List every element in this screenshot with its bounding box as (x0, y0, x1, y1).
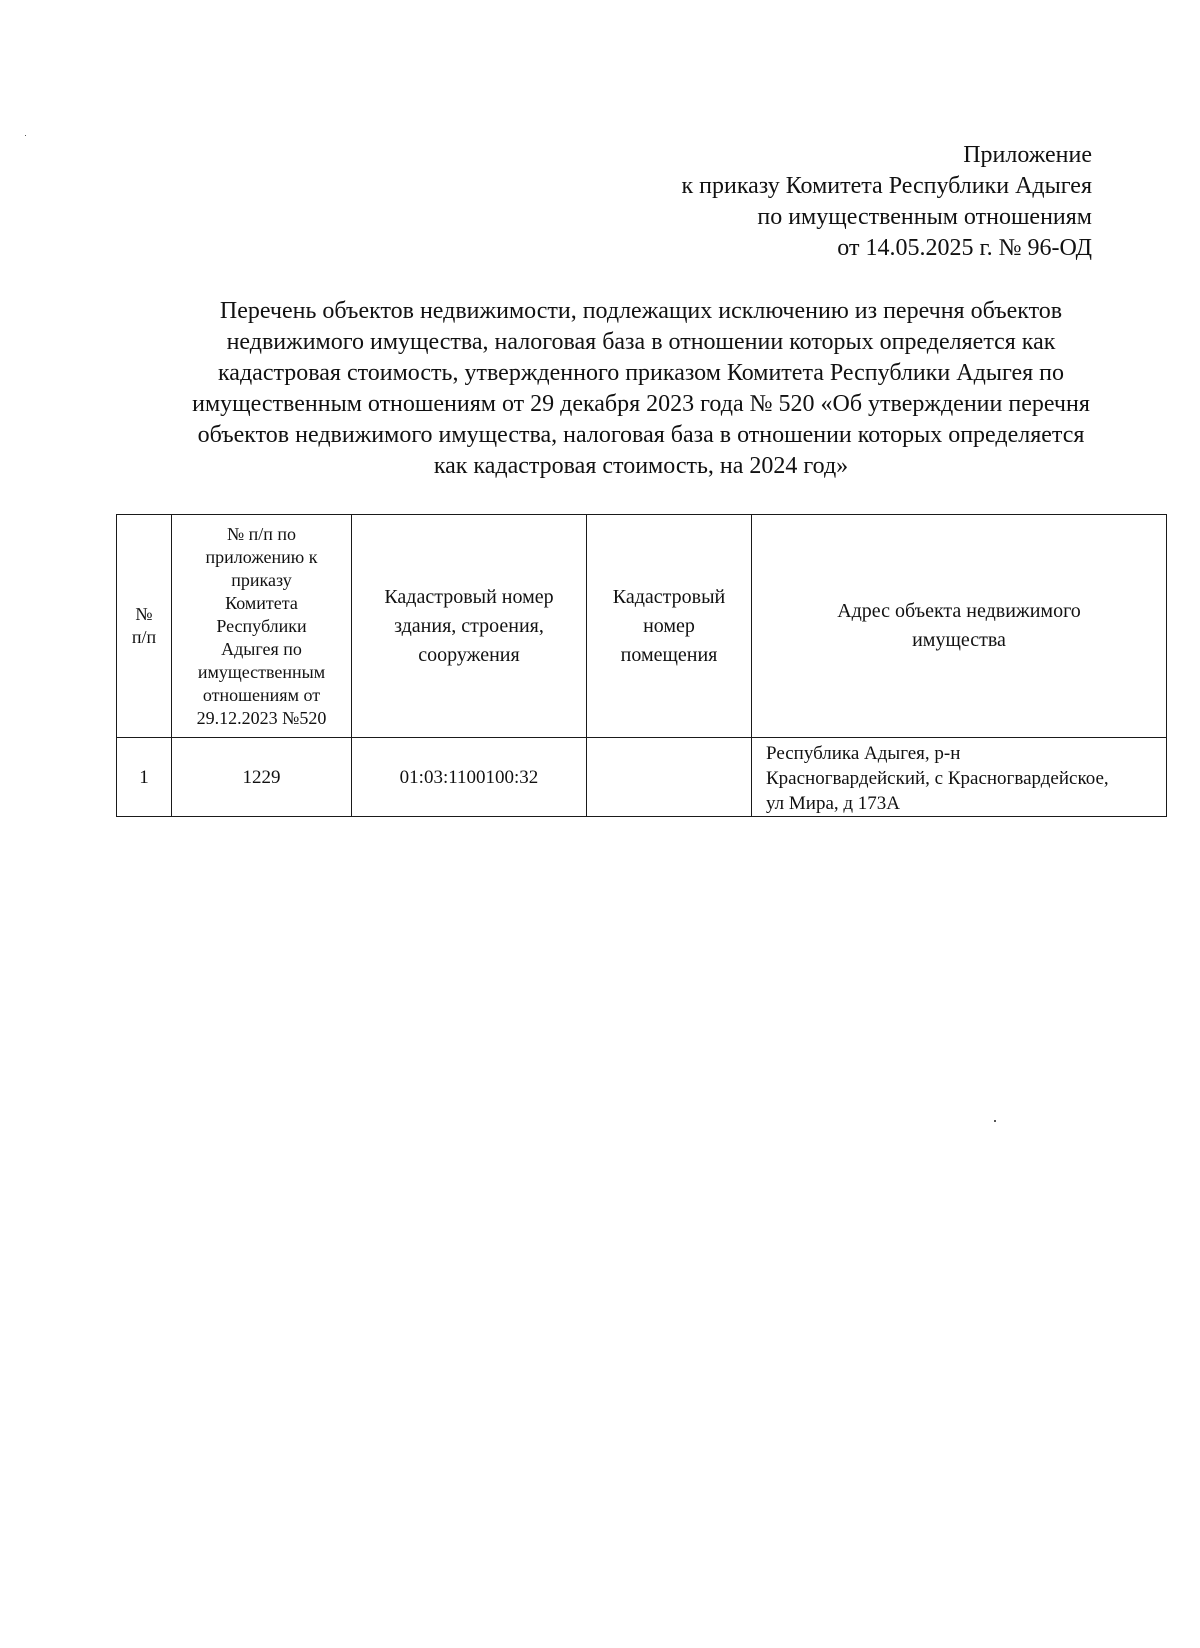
header-building-cadastral (352, 515, 587, 738)
header-text: № (135, 604, 153, 624)
header-text: Адрес объекта недвижимого (837, 600, 1081, 622)
header-text: № п/п по (226, 523, 297, 544)
header-text: номер (643, 614, 695, 637)
objects-table (116, 514, 1167, 817)
header-num (117, 515, 172, 738)
header-text: Адыгея по (221, 638, 302, 659)
scan-speck (994, 1120, 996, 1122)
title-line: объектов недвижимого имущества, налоговая база в отношении которых определяется (197, 422, 1085, 448)
title-line: имущественным отношениям от 29 декабря 2023 года № 520 «Об утверждении перечня (192, 391, 1090, 417)
scan-speck (25, 135, 26, 136)
header-text: здания, строения, (394, 614, 544, 637)
document-title (110, 296, 1172, 482)
cell-building-cadastral: 01:03:1100100:32 (352, 738, 587, 817)
address-line: Республика Адыгея, р-н (766, 743, 961, 764)
address-line: ул Мира, д 173А (766, 793, 901, 814)
header-text: отношениям от (202, 684, 321, 705)
header-text: имущества (912, 629, 1006, 651)
header-text: Кадастровый (612, 585, 726, 608)
header-text: Кадастровый номер (384, 585, 554, 608)
header-text: приложению к (205, 546, 318, 567)
header-room-cadastral (587, 515, 752, 738)
table-row (117, 738, 1167, 817)
title-line: недвижимого имущества, налоговая база в отношении которых определяется как (226, 329, 1056, 355)
cell-address (752, 738, 1167, 817)
appendix-line: от 14.05.2025 г. № 96-ОД (837, 235, 1092, 261)
header-text: приказу (231, 569, 292, 590)
cell-prior-num: 1229 (172, 738, 352, 817)
title-line: кадастровая стоимость, утвержденного приказом Комитета Республики Адыгея по (218, 360, 1064, 386)
header-text: Комитета (225, 592, 298, 613)
cell-room-cadastral (587, 738, 752, 817)
address-line: Красногвардейский, с Красногвардейское, (766, 768, 1109, 789)
title-line: как кадастровая стоимость, на 2024 год» (433, 453, 849, 479)
header-text: 29.12.2023 №520 (196, 707, 327, 728)
cell-num: 1 (117, 738, 172, 817)
header-address (752, 515, 1167, 738)
table-header-row (117, 515, 1167, 738)
appendix-line: Приложение (963, 142, 1092, 168)
appendix-line: к приказу Комитета Республики Адыгея (681, 173, 1092, 199)
header-text: помещения (620, 643, 718, 666)
appendix-block (452, 140, 1092, 264)
header-prior-num (172, 515, 352, 738)
header-text: имущественным (197, 661, 326, 682)
header-text: Республики (216, 615, 307, 636)
appendix-line: по имущественным отношениям (757, 204, 1092, 230)
header-text: п/п (131, 627, 157, 647)
title-line: Перечень объектов недвижимости, подлежащих исключению из перечня объектов (219, 298, 1063, 324)
header-text: сооружения (418, 643, 520, 666)
